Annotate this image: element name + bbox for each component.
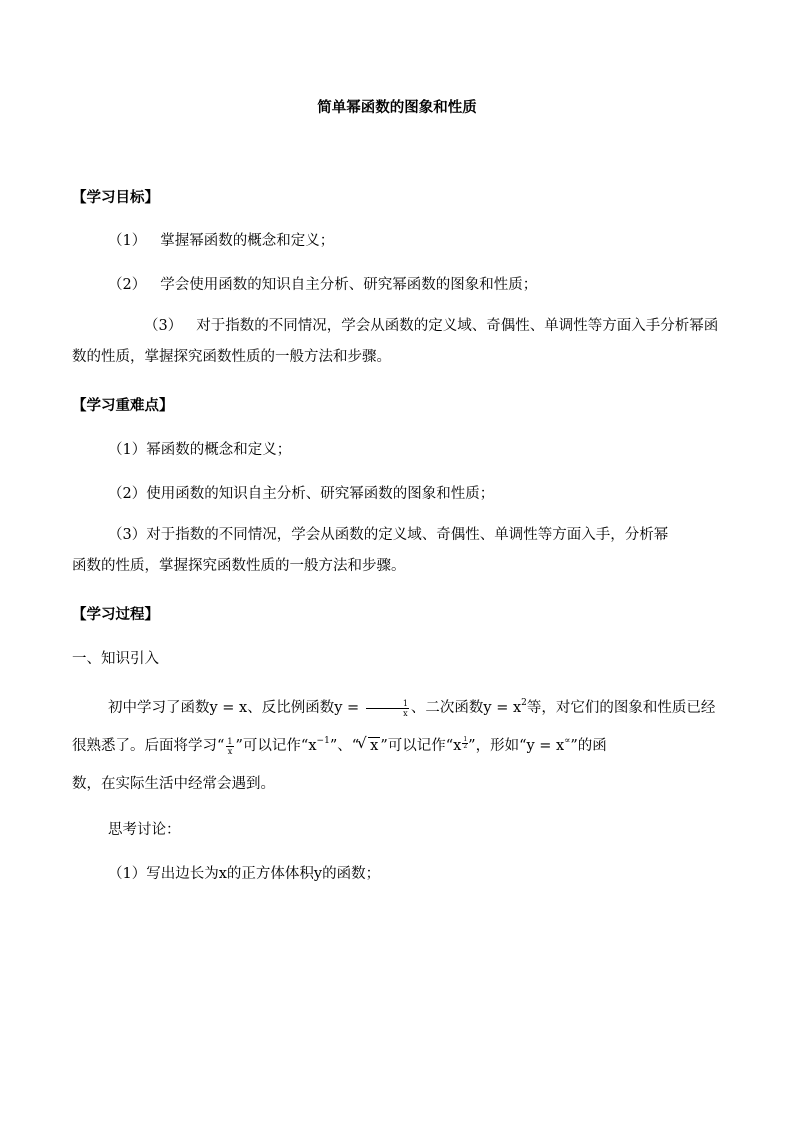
objective-number: （3） [144, 318, 183, 334]
exponent-neg1: −1 [316, 736, 330, 746]
exponent-numerator: 1 [463, 736, 468, 743]
intro-text: 很熟悉了。后面将学习“ [72, 738, 225, 754]
objective-item-2 [108, 273, 537, 294]
intro-text: 数，在实际生活中经常会遇到。 [72, 776, 275, 792]
keypoint-text: （3）对于指数的不同情况，学会从函数的定义域、奇偶性、单调性等方面入手，分析幂 [108, 527, 669, 543]
fraction-denominator: x [403, 708, 408, 718]
objective-item-3 [72, 311, 722, 373]
objective-text-continued: 数的性质，掌握探究函数性质的一般方法和步骤。 [72, 349, 391, 365]
intro-text: ”，形如“ [468, 738, 527, 754]
intro-paragraph [72, 689, 722, 803]
keypoint-item-3 [72, 520, 722, 582]
math-y-eq-x-squared: y = x [483, 700, 522, 716]
math-y-eq-x-alpha: y = x [526, 738, 565, 754]
objective-item-1 [108, 229, 334, 250]
discussion-label: 思考讨论： [108, 822, 181, 838]
intro-text: 、二次函数 [410, 700, 484, 716]
intro-text: ”可以记作“ [380, 738, 454, 754]
radicand: x [370, 738, 379, 754]
keypoint-item-2: （2）使用函数的知识自主分析、研究幂函数的图象和性质； [108, 486, 495, 502]
fraction-denominator: x [227, 746, 233, 756]
intro-text: 初中学习了函数 [108, 700, 210, 716]
intro-text: ”、“ [329, 738, 360, 754]
math-x: x [308, 738, 317, 754]
fraction-1-over-x [226, 737, 233, 756]
fraction-1-over-x [366, 699, 409, 718]
sqrt-x [359, 727, 380, 765]
exponent-denominator: 2 [463, 743, 468, 750]
document-title: 简单幂函数的图象和性质 [317, 100, 477, 116]
objective-text: 对于指数的不同情况，学会从函数的定义域、奇偶性、单调性等方面入手分析幂函 [196, 318, 719, 334]
intro-text: ”可以记作“ [235, 738, 309, 754]
math-y-eq-x: y = x [209, 700, 248, 716]
fraction-numerator: 1 [366, 699, 409, 709]
process-heading: 【学习过程】 [72, 607, 159, 623]
objective-text: 学会使用函数的知识自主分析、研究幂函数的图象和性质； [160, 277, 538, 293]
exponent-alpha: ∝ [564, 736, 571, 746]
fraction-numerator: 1 [227, 736, 233, 746]
keypoint-item-1: （1）幂函数的概念和定义； [108, 442, 292, 458]
intro-text: 、反比例函数 [247, 700, 335, 716]
objective-number: （1） [108, 233, 147, 249]
keypoint-text-continued: 函数的性质，掌握探究函数性质的一般方法和步骤。 [72, 558, 406, 574]
math-y-eq: y = [334, 700, 364, 716]
objective-text: 掌握幂函数的概念和定义； [160, 233, 335, 249]
intro-text: 等，对它们的图象和性质已经 [526, 700, 716, 716]
knowledge-intro-subheading: 一、知识引入 [72, 651, 159, 667]
objectives-heading: 【学习目标】 [72, 190, 159, 206]
intro-text: ”的函 [570, 738, 607, 754]
question-1: （1）写出边长为x的正方体体积y的函数； [108, 866, 381, 882]
exponent-2: 2 [521, 698, 527, 708]
objective-number: （2） [108, 277, 147, 293]
math-x: x [453, 738, 462, 754]
keypoints-heading: 【学习重难点】 [72, 398, 174, 414]
